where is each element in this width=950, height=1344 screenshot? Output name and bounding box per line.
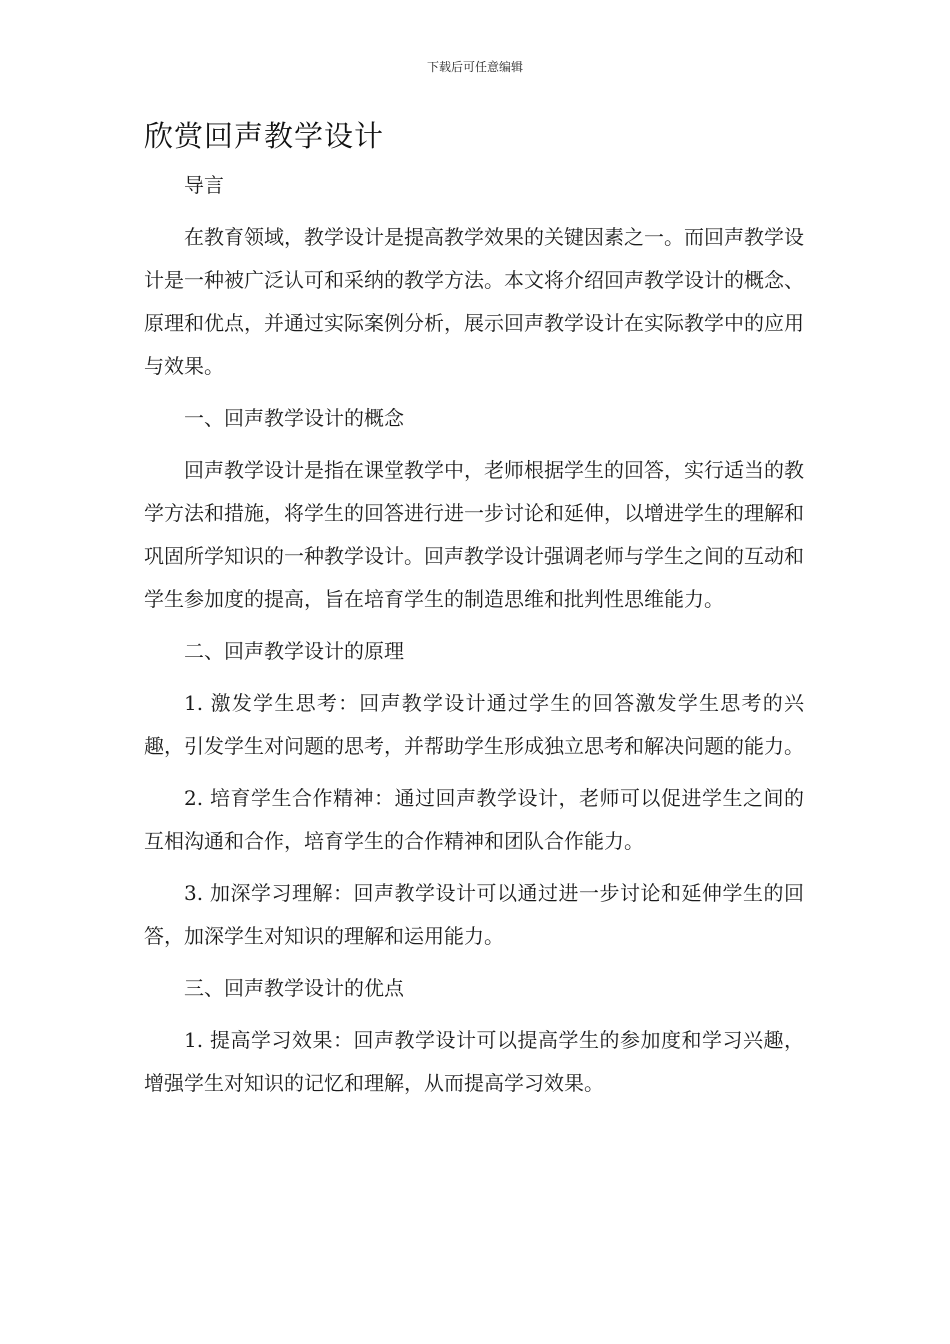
document-body [144, 164, 804, 1114]
paragraph-concept: 回声教学设计是指在课堂教学中，老师根据学生的回答，实行适当的教学方法和措施，将学生的回答进行进一步讨论和延伸，以增进学生的理解和巩固所学知识的一种教学设计。回声教学设计强调老师与学生之间的互动和学生参加度的提高，旨在培育学生的制造思维和批判性思维能力。 [144, 458, 804, 611]
section-heading-principle: 二、回声教学设计的原理 [184, 639, 404, 663]
paragraph-intro: 在教育领域，教学设计是提高教学效果的关键因素之一。而回声教学设计是一种被广泛认可和采纳的教学方法。本文将介绍回声教学设计的概念、原理和优点，并通过实际案例分析，展示回声教学设计在实际教学中的应用与效果。 [144, 225, 804, 378]
list-item-principle-1: 1. 激发学生思考：回声教学设计通过学生的回答激发学生思考的兴趣，引发学生对问题的思考，并帮助学生形成独立思考和解决问题的能力。 [144, 691, 804, 758]
document-title: 欣赏回声教学设计 [144, 119, 385, 153]
section-heading-concept: 一、回声教学设计的概念 [184, 406, 404, 430]
page-header: 下载后可任意编辑 [426, 60, 523, 74]
list-item-principle-2: 2. 培育学生合作精神：通过回声教学设计，老师可以促进学生之间的互相沟通和合作，培育学生的合作精神和团队合作能力。 [144, 786, 804, 853]
section-heading-advantages: 三、回声教学设计的优点 [184, 976, 404, 1000]
list-item-advantage-1: 1. 提高学习效果：回声教学设计可以提高学生的参加度和学习兴趣，增强学生对知识的记忆和理解，从而提高学习效果。 [144, 1028, 804, 1095]
list-item-principle-3: 3. 加深学习理解：回声教学设计可以通过进一步讨论和延伸学生的回答，加深学生对知识的理解和运用能力。 [144, 881, 804, 948]
section-heading-intro: 导言 [184, 173, 224, 197]
